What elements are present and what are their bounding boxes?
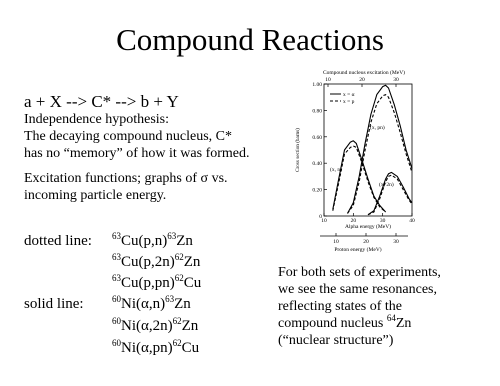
x-tick-label: 40 xyxy=(409,218,415,224)
top-tick-label: 30 xyxy=(393,77,399,83)
slide-title: Compound Reactions xyxy=(116,22,384,57)
hypothesis-text xyxy=(24,111,250,162)
proton-axis xyxy=(320,233,408,245)
y-tick-label: 0 xyxy=(319,214,322,220)
hypothesis-line: has no “memory” of how it was formed. xyxy=(24,146,250,161)
resonance-note xyxy=(278,264,441,349)
reaction-item: $^{60}Ni(\alpha,pn)^{62}Cu$ xyxy=(112,338,200,356)
legend-entry: x = p xyxy=(343,99,355,105)
excitation-line: Excitation functions; graphs of σ vs. xyxy=(24,171,228,186)
note-line: compound nucleus $^{64}$Zn xyxy=(278,313,412,331)
solid-line-label: solid line: xyxy=(24,296,84,312)
x-tick-label: 20 xyxy=(350,218,357,224)
note-line: (“nuclear structure”) xyxy=(278,333,394,348)
note-line: we see the same resonances, xyxy=(278,282,437,297)
y-axis-label: Cross section (barns) xyxy=(295,128,301,172)
curve-label: (x, 2n) xyxy=(379,182,394,188)
proton-tick-label: 20 xyxy=(363,239,369,245)
y-axis xyxy=(312,82,327,220)
note-line: reflecting states of the xyxy=(278,299,403,314)
hypothesis-line: The decaying compound nucleus, C* xyxy=(24,129,233,144)
excitation-text xyxy=(24,170,228,204)
proton-tick-label: 30 xyxy=(393,239,399,245)
x-tick-label: 30 xyxy=(379,218,386,224)
x-tick-label: 10 xyxy=(321,218,327,224)
curve-label: (x, n) xyxy=(330,167,342,173)
y-tick-label: 1.00 xyxy=(312,82,322,88)
curve-label: (x, pn) xyxy=(370,125,385,131)
reaction-item: $^{60}Ni(\alpha,n)^{63}Zn$ xyxy=(112,294,191,312)
reaction-item: $^{63}Cu(p,2n)^{62}Zn$ xyxy=(112,252,201,270)
note-line: For both sets of experiments, xyxy=(278,265,441,280)
reaction-equation: a + X --> C* --> b + Y xyxy=(24,92,179,111)
x-axis-label: Alpha energy (MeV) xyxy=(344,224,392,230)
top-tick-label: 20 xyxy=(359,77,365,83)
top-axis-title: Compound nucleus excitation (MeV) xyxy=(322,70,406,76)
y-tick-label: 0.80 xyxy=(312,108,322,115)
reaction-item: $^{63}Cu(p,pn)^{62}Cu$ xyxy=(112,273,202,291)
plot-frame xyxy=(324,84,412,216)
top-axis xyxy=(325,77,399,87)
legend-entry: x = α xyxy=(343,92,355,98)
y-tick-label: 0.40 xyxy=(312,161,322,168)
proton-tick-label: 10 xyxy=(333,239,339,245)
excitation-line: incoming particle energy. xyxy=(24,188,167,203)
top-tick-label: 10 xyxy=(325,77,331,83)
reaction-item: $^{60}Ni(\alpha,2n)^{62}Zn$ xyxy=(112,316,199,334)
hypothesis-line: Independence hypothesis: xyxy=(24,112,170,127)
dotted-line-label: dotted line: xyxy=(24,233,92,249)
excitation-function-chart xyxy=(290,66,424,256)
reaction-item: $^{63}Cu(p,n)^{63}Zn$ xyxy=(112,231,193,249)
proton-axis-label: Proton energy (MeV) xyxy=(334,247,382,253)
y-tick-label: 0.60 xyxy=(312,134,322,141)
y-tick-label: 0.20 xyxy=(312,187,322,194)
